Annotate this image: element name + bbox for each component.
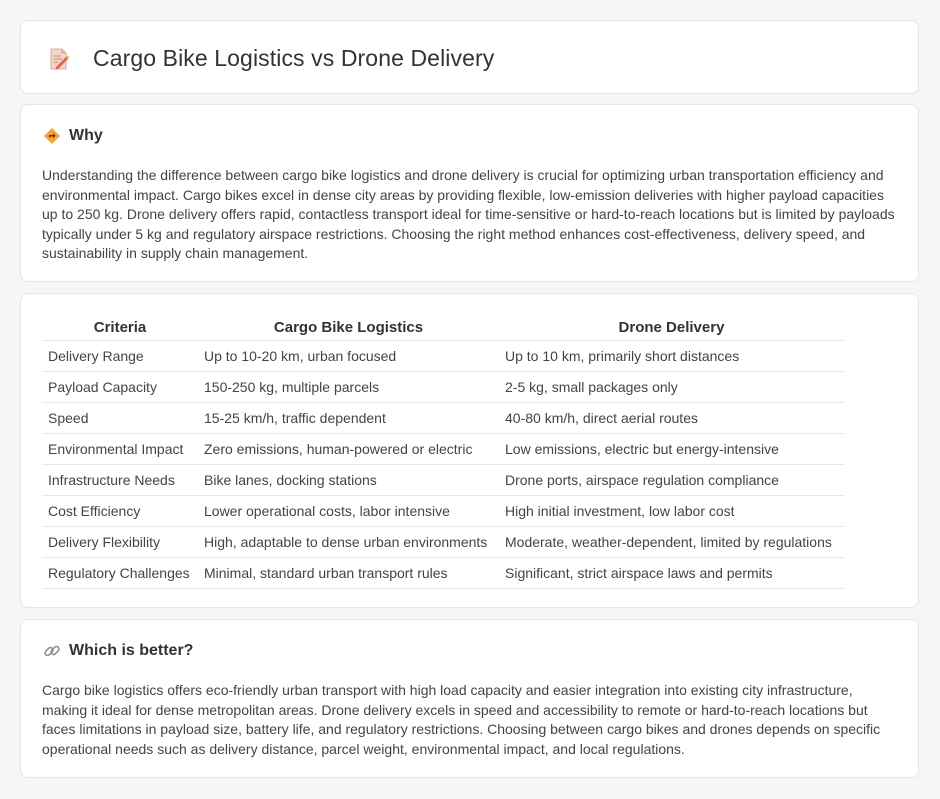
header-cargo-bike: Cargo Bike Logistics [198,316,499,340]
table-row [42,402,844,433]
table-row [42,526,844,557]
criteria-cell: Regulatory Challenges [42,557,198,588]
criteria-cell: Payload Capacity [42,371,198,402]
diamond-arrows-icon [43,127,61,145]
table-header-row [42,316,844,340]
which-is-better-section [20,619,919,778]
cargo-bike-cell: Minimal, standard urban transport rules [198,557,499,588]
cargo-bike-cell: Up to 10-20 km, urban focused [198,340,499,371]
better-heading [43,642,193,660]
better-title: Which is better? [69,642,194,659]
drone-cell: Low emissions, electric but energy-intensive [499,433,844,464]
drone-cell: 2-5 kg, small packages only [499,371,844,402]
title-row [47,45,494,72]
cargo-bike-cell: High, adaptable to dense urban environments [198,526,499,557]
better-body: Cargo bike logistics offers eco-friendly urban transport with high load capacity and easier integration into existing city infrastructure, making it ideal for dense metropolitan areas. Drone delivery excels in speed and accessibility to remote or hard-to-reach locations but faces limitations in payload size, battery life, and regulatory restrictions. Choosing between cargo bikes and drones depends on specific operational needs such as delivery distance, parcel weight, environmental impact, and local regulations. [42,682,881,757]
comparison-table [42,316,844,589]
cargo-bike-cell: Lower operational costs, labor intensive [198,495,499,526]
page-title: Cargo Bike Logistics vs Drone Delivery [93,45,495,71]
criteria-cell: Environmental Impact [42,433,198,464]
drone-cell: High initial investment, low labor cost [499,495,844,526]
table-row [42,433,844,464]
why-section [20,104,919,282]
drone-cell: Moderate, weather-dependent, limited by regulations [499,526,844,557]
criteria-cell: Delivery Range [42,340,198,371]
criteria-cell: Delivery Flexibility [42,526,198,557]
why-title: Why [69,127,103,144]
header-criteria: Criteria [42,316,198,340]
document-pen-icon [47,47,71,71]
why-heading [43,127,103,145]
title-card [20,20,919,94]
table-row [42,464,844,495]
drone-cell: 40-80 km/h, direct aerial routes [499,402,844,433]
cargo-bike-cell: Zero emissions, human-powered or electric [198,433,499,464]
cargo-bike-cell: Bike lanes, docking stations [198,464,499,495]
drone-cell: Up to 10 km, primarily short distances [499,340,844,371]
cargo-bike-cell: 150-250 kg, multiple parcels [198,371,499,402]
table-row [42,557,844,588]
drone-cell: Significant, strict airspace laws and permits [499,557,844,588]
criteria-cell: Speed [42,402,198,433]
comparison-table-card [20,293,919,608]
why-body: Understanding the difference between cargo bike logistics and drone delivery is crucial for optimizing urban transportation efficiency and environmental impact. Cargo bikes excel in dense city areas by providing flexible, low-emission deliveries with higher payload capacities up to 250 kg. Drone delivery offers rapid, contactless transport ideal for time-sensitive or hard-to-reach locations but is limited by payloads typically under 5 kg and regulatory airspace restrictions. Choosing the right method enhances cost-effectiveness, delivery speed, and sustainability in supply chain management. [42,167,895,262]
table-row [42,495,844,526]
table-row [42,340,844,371]
criteria-cell: Cost Efficiency [42,495,198,526]
criteria-cell: Infrastructure Needs [42,464,198,495]
cargo-bike-cell: 15-25 km/h, traffic dependent [198,402,499,433]
table-row [42,371,844,402]
header-drone: Drone Delivery [499,316,844,340]
link-icon [43,642,61,660]
drone-cell: Drone ports, airspace regulation compliance [499,464,844,495]
